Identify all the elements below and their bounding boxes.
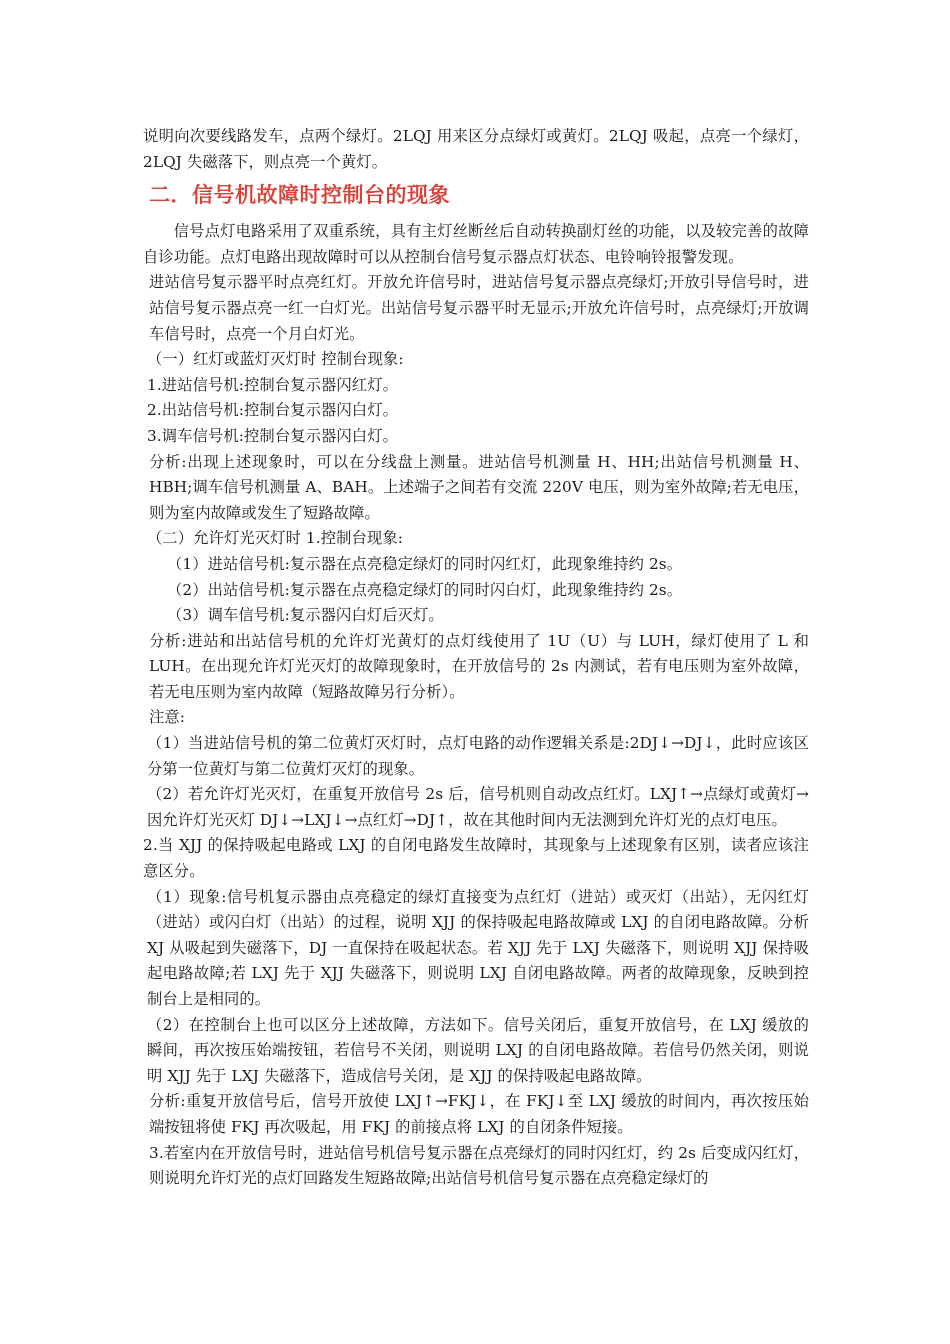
paragraph-phenomenon: （1）现象:信号机复示器由点亮稳定的绿灯直接变为点红灯（进站）或灭灯（出站），无闪红灯（进站）或闪白灯（出站）的过程，说明 XJJ 的保持吸起电路故障或 LXJ 的自闭电路故障。分析 XJ 从吸起到失磁落下，DJ 一直保持在吸起状态。若 XJJ 先于 LXJ 失磁落下，则说明 XJJ 保持吸起电路故障;若 LXJ 先于 XJJ 失磁落下，则说明 LXJ 自闭电路故障。两者的故障现象，反映到控制台上是相同的。 — [147, 887, 809, 1008]
list-item: 3.调车信号机:控制台复示器闪白灯。 — [147, 426, 399, 445]
paragraph-normal-display: 进站信号复示器平时点亮红灯。开放允许信号时，进站信号复示器点亮绿灯;开放引导信号时，进站信号复示器点亮一红一白灯光。出站信号复示器平时无显示;开放允许信号时，点亮绿灯;开放调车信号时，点亮一个月白灯光。 — [149, 273, 809, 343]
list-item: （2）出站信号机:复示器在点亮稳定绿灯的同时闪白灯，此现象维持约 2s。 — [167, 580, 683, 599]
section-heading: 二．信号机故障时控制台的现象 — [149, 182, 450, 208]
paragraph-console-method: （2）在控制台上也可以区分上述故障，方法如下。信号关闭后，重复开放信号，在 LXJ 缓放的瞬间，再次按压始端按钮，若信号不关闭，则说明 LXJ 的自闭电路故障。若信号仍然关闭，则说明 XJJ 先于 LXJ 失磁落下，造成信号关闭，是 XJJ 的保持吸起电路故障。 — [147, 1015, 809, 1085]
paragraph-overview: 信号点灯电路采用了双重系统，具有主灯丝断丝后自动转换副灯丝的功能，以及较完善的故障自诊功能。点灯电路出现故障时可以从控制台信号复示器点灯状态、电铃响铃报警发现。 — [143, 222, 809, 266]
document-body — [143, 124, 809, 1192]
paragraph-intro: 说明向次要线路发车，点两个绿灯。2LQJ 用来区分点绿灯或黄灯。2LQJ 吸起，点亮一个绿灯，2LQJ 失磁落下，则点亮一个黄灯。 — [143, 127, 809, 171]
note-item: （2）若允许灯光灭灯，在重复开放信号 2s 后，信号机则自动改点红灯。LXJ↑→点绿灯或黄灯→因允许灯光灭灯 DJ↓→LXJ↓→点红灯→DJ↑，故在其他时间内无法测到允许灯光的点灯电压。 — [147, 785, 809, 829]
paragraph-analysis-1: 分析:出现上述现象时，可以在分线盘上测量。进站信号机测量 H、HH;出站信号机测量 H、HBH;调车信号机测量 A、BAH。上述端子之间若有交流 220V 电压，则为室外故障;若无电压，则为室内故障或发生了短路故障。 — [149, 452, 809, 522]
list-item: （1）进站信号机:复示器在点亮稳定绿灯的同时闪红灯，此现象维持约 2s。 — [167, 554, 683, 573]
subheading-permit-off: （二）允许灯光灭灯时 1.控制台现象: — [147, 529, 403, 548]
paragraph-analysis-2: 分析:进站和出站信号机的允许灯光黄灯的点灯线使用了 1U（U）与 LUH，绿灯使用了 L 和 LUH。在出现允许灯光灭灯的故障现象时，在开放信号的 2s 内测试，若有电压则为室外故障，若无电压则为室内故障（短路故障另行分析）。 — [149, 631, 809, 701]
paragraph-xjj-lxj: 2.当 XJJ 的保持吸起电路或 LXJ 的自闭电路发生故障时，其现象与上述现象有区别，读者应该注意区分。 — [143, 836, 809, 881]
list-item: 1.进站信号机:控制台复示器闪红灯。 — [147, 375, 399, 394]
paragraph-analysis-3: 分析:重复开放信号后，信号开放使 LXJ↑→FKJ↓，在 FKJ↓至 LXJ 缓放的时间内，再次按压始端按钮将使 FKJ 再次吸起，用 FKJ 的前接点将 LXJ 的自闭条件短接。 — [149, 1092, 809, 1136]
subheading-red-off: （一）红灯或蓝灯灭灯时 控制台现象: — [147, 350, 404, 369]
paragraph-short-circuit: 3.若室内在开放信号时，进站信号机信号复示器在点亮绿灯的同时闪红灯，约 2s 后变成闪红灯，则说明允许灯光的点灯回路发生短路故障;出站信号机信号复示器在点亮稳定绿灯的 — [149, 1143, 809, 1188]
list-item: （3）调车信号机:复示器闪白灯后灭灯。 — [167, 606, 444, 625]
note-item: （1）当进站信号机的第二位黄灯灭灯时，点灯电路的动作逻辑关系是:2DJ↓→DJ↓，此时应该区分第一位黄灯与第二位黄灯灭灯的现象。 — [147, 734, 809, 778]
list-item: 2.出站信号机:控制台复示器闪白灯。 — [147, 401, 399, 420]
note-label: 注意: — [149, 708, 186, 727]
